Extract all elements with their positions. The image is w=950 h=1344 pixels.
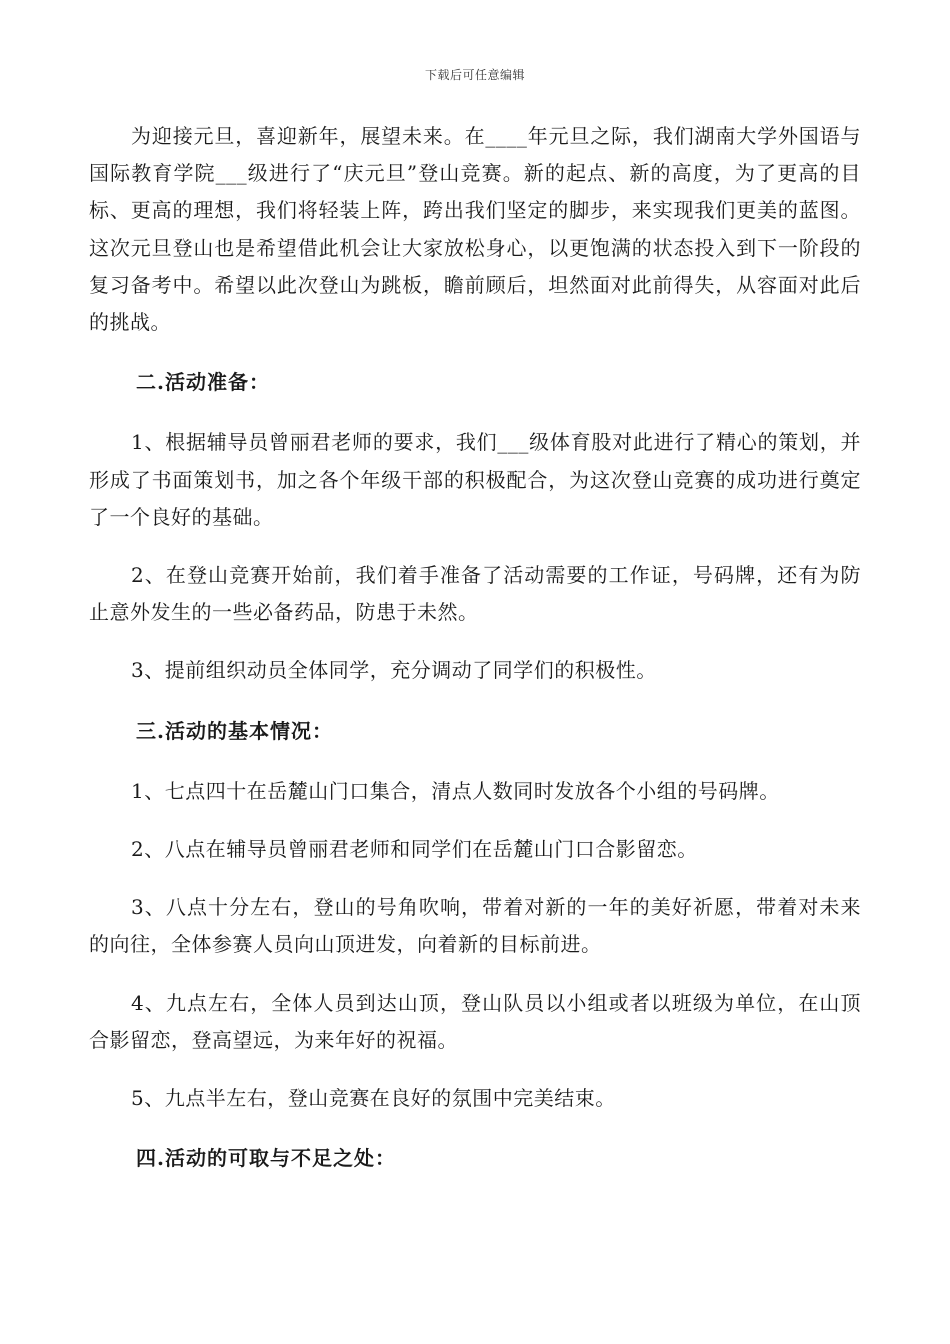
header-note: 下载后可任意编辑 xyxy=(424,68,525,82)
spacer xyxy=(89,690,861,713)
spacer xyxy=(89,868,861,889)
section-heading-pros-cons: 四.活动的可取与不足之处： xyxy=(136,1146,396,1171)
situation-item-2: 2、八点在辅导员曾丽君老师和同学们在岳麓山门口合影留恋。 xyxy=(131,837,698,862)
section-heading-basic-situation: 三.活动的基本情况： xyxy=(136,718,333,743)
spacer xyxy=(89,341,861,364)
spacer xyxy=(89,1059,861,1080)
document-body xyxy=(89,118,861,1177)
spacer xyxy=(89,401,861,424)
spacer xyxy=(89,750,861,773)
situation-item-3: 3、八点十分左右，登山的号角吹响，带着对新的一年的美好祈愿，带着对未来的向往，全体参赛人员向山顶进发，向着新的目标前进。 xyxy=(89,895,861,957)
intro-paragraph: 为迎接元旦，喜迎新年，展望未来。在____年元旦之际，我们湖南大学外国语与国际教育学院___级进行了“庆元旦”登山竞赛。新的起点、新的高度，为了更高的目标、更高的理想，我们将轻装上阵，跨出我们坚定的脚步，来实现我们更美的蓝图。这次元旦登山也是希望借此机会让大家放松身心，以更饱满的状态投入到下一阶段的复习备考中。希望以此次登山为跳板，瞻前顾后，坦然面对此前得失，从容面对此后的挑战。 xyxy=(89,124,861,335)
preparation-item-1: 1、根据辅导员曾丽君老师的要求，我们___级体育股对此进行了精心的策划，并形成了书面策划书，加之各个年级干部的积极配合，为这次登山竞赛的成功进行奠定了一个良好的基础。 xyxy=(89,430,861,529)
preparation-item-3: 3、提前组织动员全体同学，充分调动了同学们的积极性。 xyxy=(131,658,657,683)
spacer xyxy=(89,810,861,831)
spacer xyxy=(89,631,861,652)
situation-item-4: 4、九点左右，全体人员到达山顶，登山队员以小组或者以班级为单位，在山顶合影留恋，登高望远，为来年好的祝福。 xyxy=(89,990,861,1052)
situation-item-5: 5、九点半左右，登山竞赛在良好的氛围中完美结束。 xyxy=(131,1086,616,1111)
situation-item-1: 1、七点四十在岳麓山门口集合，清点人数同时发放各个小组的号码牌。 xyxy=(131,778,780,803)
spacer xyxy=(89,1117,861,1140)
spacer xyxy=(89,964,861,985)
spacer xyxy=(89,536,861,557)
section-heading-preparation: 二.活动准备： xyxy=(136,370,270,395)
preparation-item-2: 2、在登山竞赛开始前，我们着手准备了活动需要的工作证，号码牌，还有为防止意外发生的一些必备药品，防患于未然。 xyxy=(89,563,861,625)
